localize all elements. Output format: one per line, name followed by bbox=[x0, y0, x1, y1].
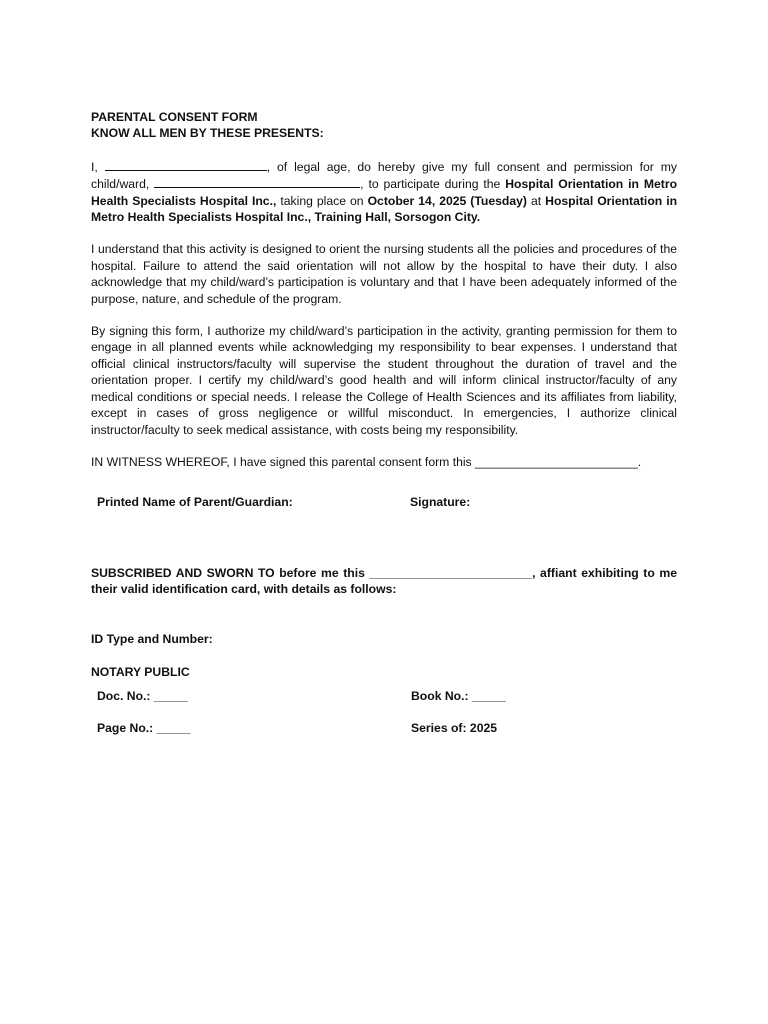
notary-public-heading: NOTARY PUBLIC bbox=[91, 665, 190, 679]
consent-paragraph bbox=[91, 158, 677, 226]
parent-name-blank[interactable] bbox=[105, 158, 267, 171]
understanding-paragraph: I understand that this activity is designed to orient the nursing students all the policies and procedures of the hospital. Failure to attend the said orientation will not allow by the hospital to have their duty. I also acknowledge that my child/ward’s participation is voluntary and that I have been adequately informed of the purpose, nature, and schedule of the program. bbox=[91, 242, 677, 306]
pronoun-i: I, bbox=[91, 159, 98, 174]
printed-name-label: Printed Name of Parent/Guardian: bbox=[97, 495, 293, 509]
child-name-blank[interactable] bbox=[154, 175, 360, 188]
page-no-field: Page No.: _____ bbox=[97, 721, 191, 735]
legal-age-text: , of legal age, do hereby give my full consent and permission for my child/ward, bbox=[91, 159, 677, 192]
form-body bbox=[91, 109, 677, 470]
subscribed-paragraph: SUBSCRIBED AND SWORN TO before me this ________________________, affiant exhibiting to me their valid identification card, with details as follows: bbox=[91, 566, 677, 597]
form-subtitle: KNOW ALL MEN BY THESE PRESENTS: bbox=[91, 126, 324, 141]
event-venue: Hospital Orientation in Metro Health Specialists Hospital Inc., Training Hall, Sorsogon City. bbox=[91, 193, 678, 225]
at-text: at bbox=[530, 193, 542, 208]
signature-label: Signature: bbox=[410, 495, 471, 509]
form-title: PARENTAL CONSENT FORM bbox=[91, 110, 258, 124]
event-name: Hospital Orientation in Metro Health Specialists Hospital Inc., bbox=[91, 177, 678, 208]
taking-place-text: taking place on bbox=[280, 193, 364, 208]
doc-no-field: Doc. No.: _____ bbox=[97, 689, 188, 703]
book-no-field: Book No.: _____ bbox=[411, 689, 506, 703]
id-type-label: ID Type and Number: bbox=[91, 632, 213, 646]
series-field: Series of: 2025 bbox=[411, 721, 498, 735]
participate-text: , to participate during the bbox=[360, 177, 501, 192]
event-date: October 14, 2025 (Tuesday) bbox=[367, 193, 527, 208]
authorization-paragraph: By signing this form, I authorize my child/ward’s participation in the activity, granting permission for them to engage in all planned events while acknowledging my responsibility to bear expenses. I understand that official clinical instructors/faculty will supervise the student throughout the duration of travel and the orientation proper. I certify my child/ward’s good health and will inform clinical instructor/faculty of any medical conditions or special needs. I release the College of Health Sciences and its affiliates from liability, except in cases of gross negligence or willful misconduct. In emergencies, I authorize clinical instructor/faculty to seek medical assistance, with costs being my responsibility. bbox=[91, 324, 677, 437]
witness-line: IN WITNESS WHEREOF, I have signed this parental consent form this ________________________. bbox=[91, 454, 642, 469]
